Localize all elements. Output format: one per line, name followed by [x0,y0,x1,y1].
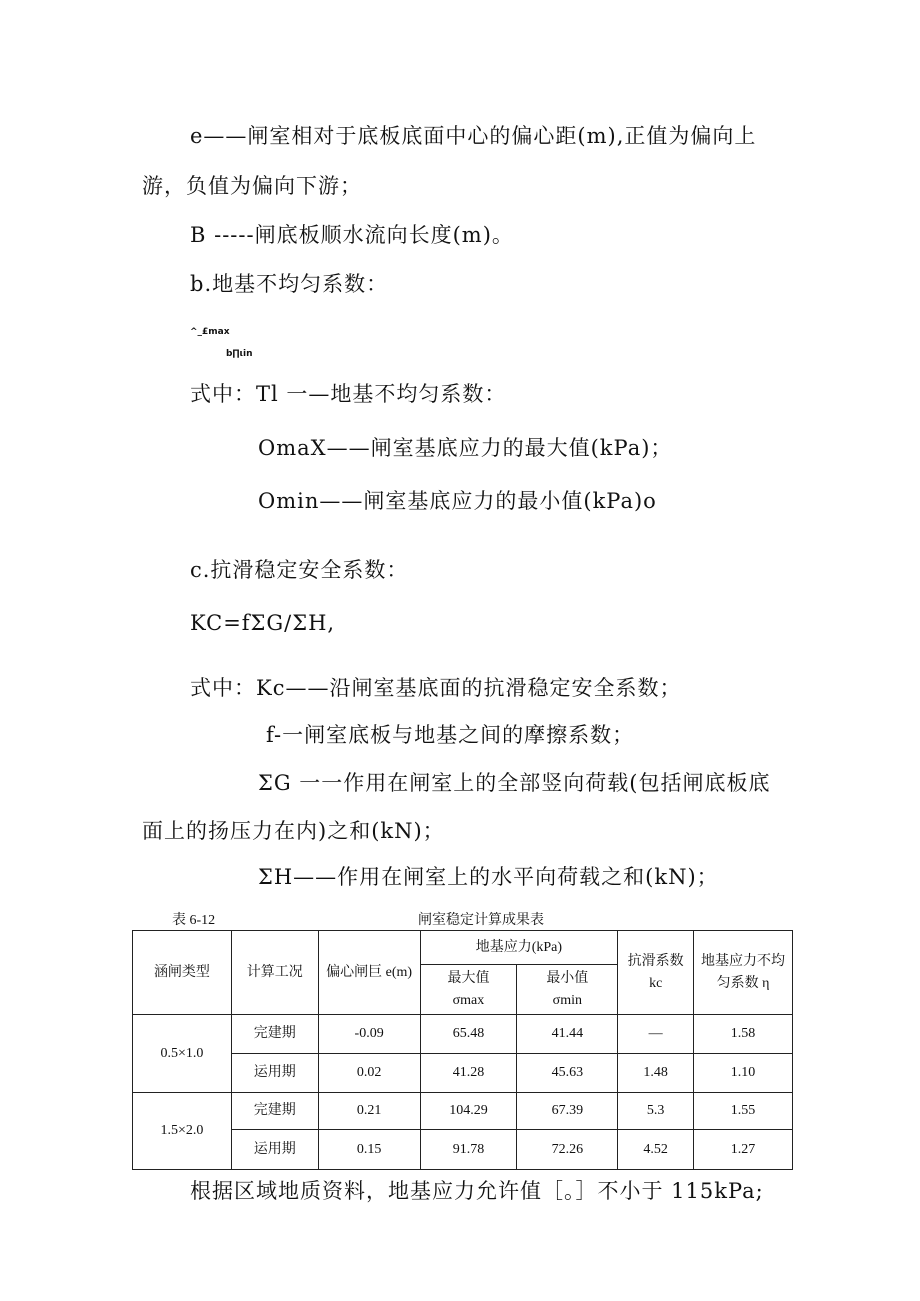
header-eta-line-1: 地基应力不均 [701,953,786,969]
table-row [133,1130,793,1170]
max-stress-cell: 41.28 [420,1054,517,1093]
header-max [420,965,517,1015]
header-eta-line-2: 匀系数 η [716,975,770,991]
case-cell: 完建期 [231,1015,318,1054]
header-kc-line-1: 抗滑系数 [627,953,684,969]
closing-statement: 根据区域地质资料，地基应力允许值［。］不小于 115kPa; [190,1179,764,1203]
header-row-1 [133,931,793,965]
formula-numerator: ^_£max [190,327,230,337]
table-row [133,1093,793,1130]
eccentricity-cell: -0.09 [318,1015,420,1054]
header-min [517,965,618,1015]
max-stress-cell: 65.48 [420,1015,517,1054]
header-case: 计算工况 [231,931,318,1015]
eccentricity-cell: 0.15 [318,1130,420,1170]
b-definition: B -----闸底板顺水流向长度(m)。 [190,223,514,247]
stability-results-table [132,930,793,1170]
header-type: 涵闸类型 [133,931,232,1015]
heading-b: b.地基不均匀系数： [190,272,389,296]
e-definition-line-2: 游，负值为偏向下游； [142,174,362,198]
eta-definition: 式中：Tl 一—地基不均匀系数： [190,382,507,406]
g-definition-line-1: ΣG 一一作用在闸室上的全部竖向荷载(包括闸底板底 [258,771,771,795]
max-stress-cell: 104.29 [420,1093,517,1130]
eccentricity-cell: 0.02 [318,1054,420,1093]
g-definition-line-2: 面上的扬压力在内)之和(kN)； [142,819,445,843]
eta-cell: 1.10 [694,1054,793,1093]
eta-cell: 1.58 [694,1015,793,1054]
table-row [133,1015,793,1054]
h-definition: ΣH——作用在闸室上的水平向荷载之和(kN)； [258,865,719,889]
formula-denominator: b∏ιin [226,349,253,359]
eta-cell: 1.27 [694,1130,793,1170]
header-min-line-2: σmin [552,992,582,1008]
header-eccentricity: 偏心闸巨 e(m) [318,931,420,1015]
e-definition-line-1: e——闸室相对于底板底面中心的偏心距(m),正值为偏向上 [190,124,757,148]
table-title: 闸室稳定计算成果表 [418,913,544,928]
eta-cell: 1.55 [694,1093,793,1130]
min-stress-cell: 41.44 [517,1015,618,1054]
eccentricity-cell: 0.21 [318,1093,420,1130]
header-max-line-1: 最大值 [447,970,490,986]
kc-cell: 4.52 [618,1130,694,1170]
min-stress-cell: 67.39 [517,1093,618,1130]
header-eta [694,931,793,1015]
omin-definition: Omin——闸室基底应力的最小值(kPa)o [258,489,657,513]
header-kc [618,931,694,1015]
kc-cell: 1.48 [618,1054,694,1093]
header-foundation-stress: 地基应力(kPa) [420,931,618,965]
case-cell: 完建期 [231,1093,318,1130]
header-min-line-1: 最小值 [546,970,589,986]
header-max-line-2: σmax [452,992,485,1008]
header-kc-line-2: kc [649,975,663,991]
min-stress-cell: 45.63 [517,1054,618,1093]
kc-definition: 式中：Kc——沿闸室基底面的抗滑稳定安全系数； [190,676,682,700]
heading-c: c.抗滑稳定安全系数： [190,558,409,582]
case-cell: 运用期 [231,1054,318,1093]
max-stress-cell: 91.78 [420,1130,517,1170]
culvert-type-cell: 1.5×2.0 [133,1093,232,1170]
min-stress-cell: 72.26 [517,1130,618,1170]
kc-cell: 5.3 [618,1093,694,1130]
culvert-type-cell: 0.5×1.0 [133,1015,232,1093]
omax-definition: OmaX——闸室基底应力的最大值(kPa)； [258,436,673,460]
kc-formula: KC=fΣG∕ΣH, [190,611,336,635]
case-cell: 运用期 [231,1130,318,1170]
f-definition: f-一闸室底板与地基之间的摩擦系数； [266,723,635,747]
kc-cell: — [618,1015,694,1054]
table-number: 表 6-12 [172,913,216,928]
table-row [133,1054,793,1093]
